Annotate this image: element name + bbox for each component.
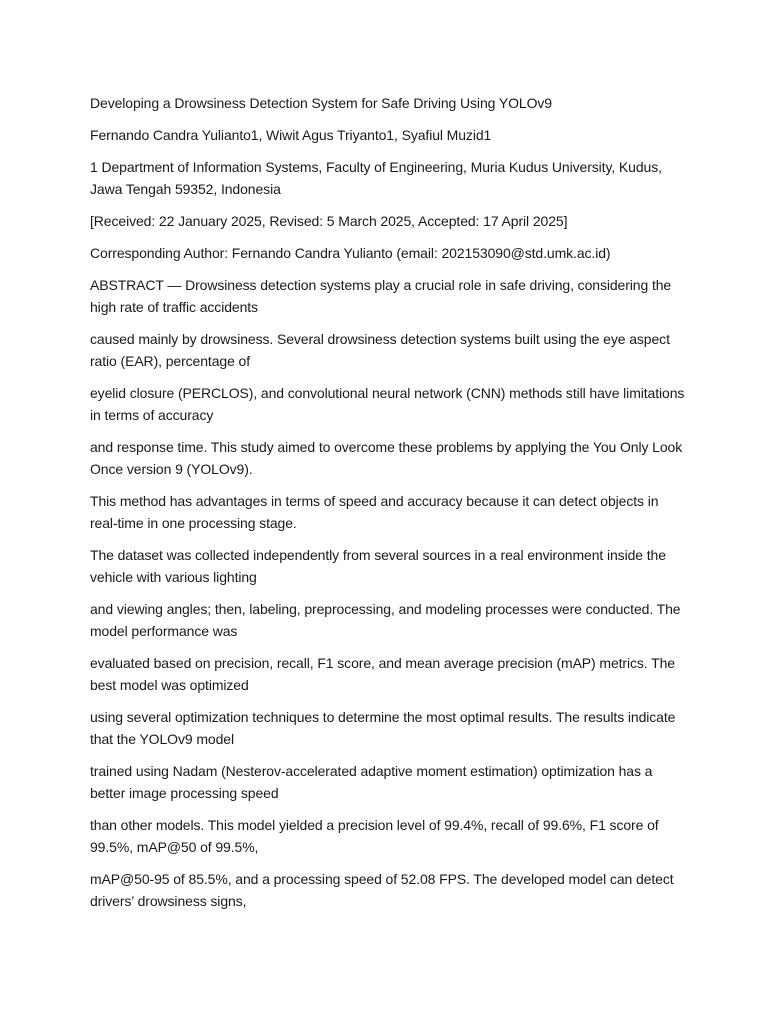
abstract-paragraph: caused mainly by drowsiness. Several drowsiness detection systems built using the eye aspect ratio (EAR), percentage of bbox=[90, 331, 670, 369]
corresponding-author: Corresponding Author: Fernando Candra Yulianto (email: 202153090@std.umk.ac.id) bbox=[90, 245, 611, 261]
abstract-paragraph: using several optimization techniques to determine the most optimal results. The results indicate that the YOLOv9 model bbox=[90, 709, 676, 747]
document-page bbox=[90, 92, 686, 922]
abstract-paragraph: evaluated based on precision, recall, F1 score, and mean average precision (mAP) metrics. The best model was optimized bbox=[90, 655, 675, 693]
abstract-paragraph: than other models. This model yielded a precision level of 99.4%, recall of 99.6%, F1 score of 99.5%, mAP@50 of 99.5%, bbox=[90, 817, 659, 855]
abstract-paragraph: The dataset was collected independently from several sources in a real environment inside the vehicle with various lighting bbox=[90, 547, 666, 585]
affiliation: 1 Department of Information Systems, Faculty of Engineering, Muria Kudus University, Kudus, Jawa Tengah 59352, Indonesia bbox=[90, 159, 662, 197]
abstract-paragraph: mAP@50-95 of 85.5%, and a processing speed of 52.08 FPS. The developed model can detect drivers’ drowsiness signs, bbox=[90, 871, 674, 909]
abstract-paragraph: eyelid closure (PERCLOS), and convolutional neural network (CNN) methods still have limitations in terms of accuracy bbox=[90, 385, 685, 423]
paper-title: Developing a Drowsiness Detection System for Safe Driving Using YOLOv9 bbox=[90, 95, 552, 111]
abstract-paragraph: and viewing angles; then, labeling, preprocessing, and modeling processes were conducted. The model performance was bbox=[90, 601, 681, 639]
submission-dates: [Received: 22 January 2025, Revised: 5 March 2025, Accepted: 17 April 2025] bbox=[90, 213, 568, 229]
abstract-paragraph: and response time. This study aimed to overcome these problems by applying the You Only Look Once version 9 (YOLOv9). bbox=[90, 439, 683, 477]
abstract-paragraph: trained using Nadam (Nesterov-accelerated adaptive moment estimation) optimization has a better image processing speed bbox=[90, 763, 653, 801]
author-list: Fernando Candra Yulianto1, Wiwit Agus Triyanto1, Syafiul Muzid1 bbox=[90, 127, 492, 143]
abstract-paragraph: ABSTRACT — Drowsiness detection systems play a crucial role in safe driving, considering the high rate of traffic accidents bbox=[90, 277, 672, 315]
abstract-paragraph: This method has advantages in terms of speed and accuracy because it can detect objects in real-time in one processing stage. bbox=[90, 493, 659, 531]
